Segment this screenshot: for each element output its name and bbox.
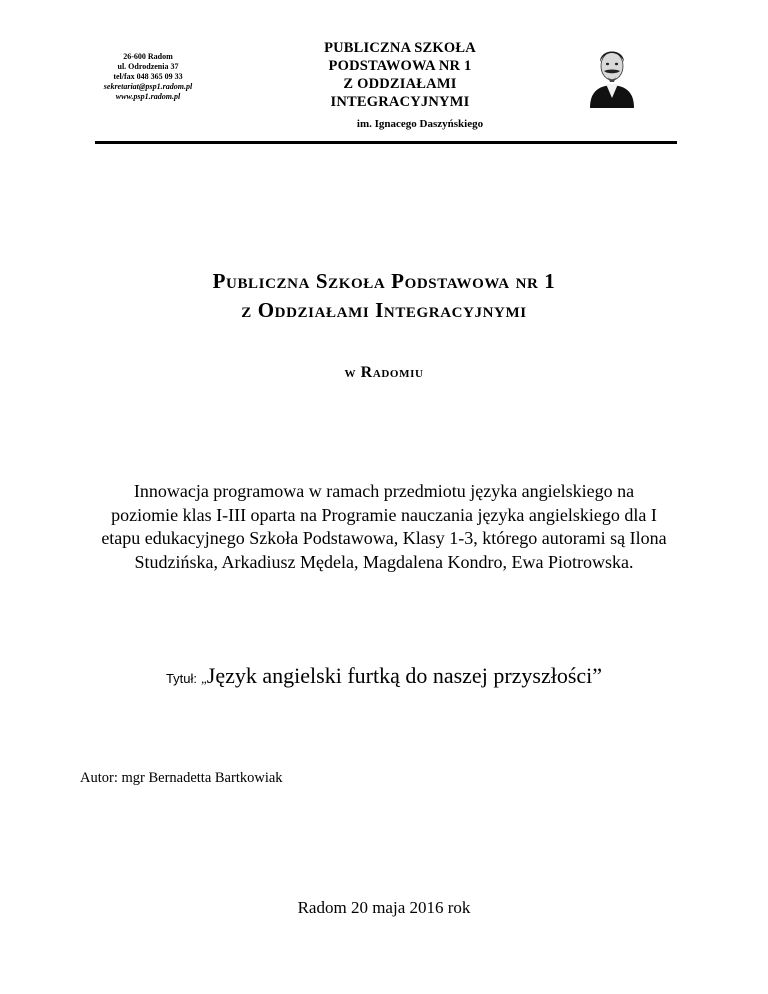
school-patron: im. Ignacego Daszyńskiego xyxy=(356,118,484,130)
school-name-header xyxy=(280,39,520,111)
address-postal: 26-600 Radom xyxy=(123,52,173,61)
address-street: ul. Odrodzenia 37 xyxy=(117,62,179,71)
work-title-open-quote: „ xyxy=(201,671,207,686)
portrait-icon xyxy=(586,40,638,108)
date-line: Radom 20 maja 2016 rok xyxy=(297,898,471,917)
work-title xyxy=(40,663,728,689)
school-address xyxy=(78,52,218,102)
address-website: www.psp1.radom.pl xyxy=(115,92,181,101)
school-name-line: PUBLICZNA SZKOŁA xyxy=(324,40,476,56)
title-line-2: z Oddziałami Integracyjnymi xyxy=(241,298,527,322)
work-title-label: Tytuł: xyxy=(165,671,198,686)
document-city: w Radomiu xyxy=(344,364,424,381)
document-title xyxy=(40,267,728,325)
author-line: Autor: mgr Bernadetta Bartkowiak xyxy=(80,770,283,786)
description-paragraph: Innowacja programowa w ramach przedmiotu języka angielskiego na poziomie klas I-III oparta na Programie nauczania języka angielskiego dla I etapu edukacyjnego Szkoła Podstawowa, Klasy 1-3, którego autorami są Ilona Studzińska, Arkadiusz Mędela, Magdalena Kondro, Ewa Piotrowska. xyxy=(101,481,667,572)
school-name-line: INTEGRACYJNYMI xyxy=(330,94,470,110)
header-divider xyxy=(95,141,677,144)
work-title-value: Język angielski furtką do naszej przyszłości” xyxy=(206,663,603,688)
address-phone: tel/fax 048 365 09 33 xyxy=(113,72,183,81)
school-name-line: Z ODDZIAŁAMI xyxy=(343,76,457,92)
address-email: sekretariat@psp1.radom.pl xyxy=(103,82,193,91)
title-line-1: Publiczna Szkoła Podstawowa nr 1 xyxy=(212,269,556,293)
school-name-line: PODSTAWOWA NR 1 xyxy=(328,58,472,74)
